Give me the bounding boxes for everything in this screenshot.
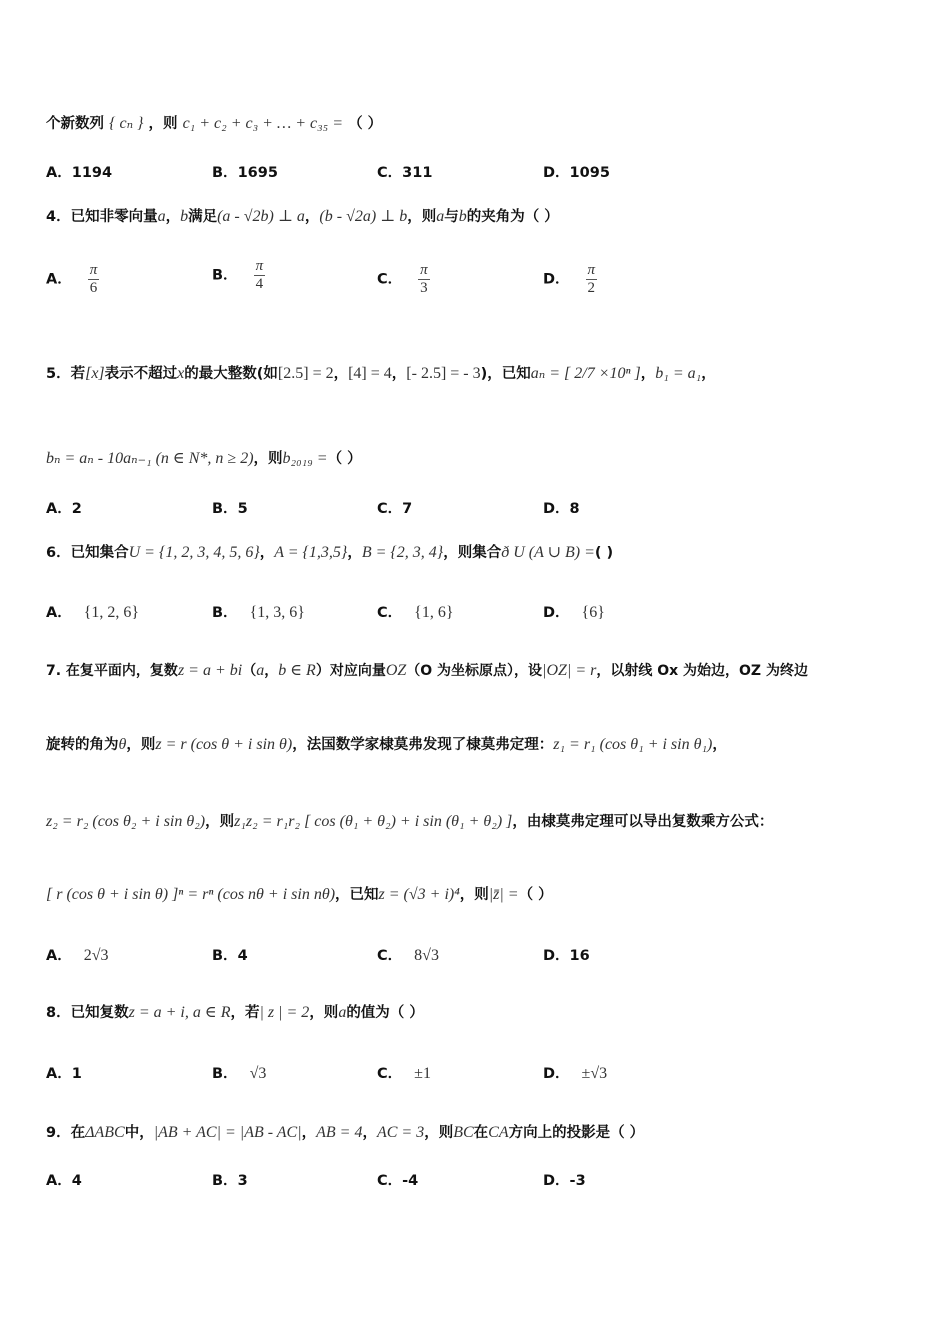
question-6 [46, 542, 613, 564]
text: π [89, 262, 98, 278]
option-a [46, 161, 112, 182]
text: ， [362, 1125, 377, 1141]
text: ð U (A ∪ B) = [501, 544, 595, 561]
text: 7. 在复平面内，复数 [46, 663, 178, 679]
text: CA [488, 1124, 509, 1141]
text: (a - √2b) ⊥ a [217, 208, 305, 225]
text: ）对应向量 [315, 663, 386, 679]
option-a [46, 944, 109, 965]
option-c [377, 1062, 431, 1083]
text: B． [212, 948, 238, 964]
text: 4 [237, 948, 248, 964]
text: 与 [444, 209, 459, 225]
text: b ∈ R [278, 662, 316, 679]
text: |AB + AC| = |AB - AC| [153, 1124, 302, 1141]
question-5-line-2 [46, 448, 362, 470]
text: ，则 [126, 737, 156, 753]
option-d [543, 944, 590, 965]
text: ，则 [253, 451, 283, 467]
text: 1695 [237, 165, 278, 181]
text: 满足 [188, 209, 218, 225]
text: 在 [473, 1125, 489, 1141]
text: ，若 [230, 1005, 260, 1021]
text: {6} [581, 604, 605, 621]
text: AC = 3 [376, 1124, 425, 1141]
text: B． [212, 1173, 238, 1189]
text: 4 [255, 276, 264, 292]
text: 5．若 [46, 366, 86, 382]
text: a [157, 208, 166, 225]
question-8 [46, 1002, 424, 1024]
text: b₂₀₁₉ = [282, 450, 328, 467]
option-c [377, 601, 454, 622]
option-c [377, 1169, 418, 1190]
text: ，以射线 Ox 为始边，OZ 为终边 [596, 663, 808, 679]
text: π [587, 262, 596, 278]
fraction [88, 262, 100, 297]
text: ， [640, 366, 656, 382]
q3-continuation [46, 113, 382, 135]
text: {1, 3, 6} [249, 604, 305, 621]
option-d [543, 262, 597, 297]
text: ， [165, 209, 181, 225]
text: B． [212, 605, 238, 621]
text: ， [712, 737, 727, 753]
option-b [212, 497, 248, 518]
text: [- 2.5] = - 3 [406, 365, 481, 382]
text: C． [377, 165, 403, 181]
option-b [212, 601, 305, 622]
text: 6 [89, 280, 98, 296]
text: b [180, 208, 189, 225]
option-d [543, 1062, 607, 1083]
option-c [377, 497, 412, 518]
text: ，则 [459, 887, 489, 903]
text: 2√3 [83, 947, 109, 964]
question-7-line-3 [46, 811, 773, 833]
text: OZ [385, 662, 407, 679]
text: D． [543, 271, 570, 288]
text: a [338, 1004, 347, 1021]
option-a [46, 497, 82, 518]
question-9 [46, 1122, 644, 1144]
formula-sequence-c: { cₙ } [109, 115, 144, 132]
text: 中， [124, 1125, 154, 1141]
text: ， [347, 545, 362, 561]
text: U = {1, 2, 3, 4, 5, 6} [128, 544, 260, 561]
text: （ ） [327, 451, 362, 467]
text: 4．已知非零向量 [46, 209, 158, 225]
text: (b - √2a) ⊥ b [319, 208, 408, 225]
text: B = {2, 3, 4} [361, 544, 444, 561]
text: 1194 [71, 165, 113, 181]
text: （ ） [518, 887, 553, 903]
question-4 [46, 206, 559, 228]
text: A． [46, 948, 72, 964]
text: C． [377, 1173, 403, 1189]
text: C． [377, 948, 403, 964]
text: BC [453, 1124, 474, 1141]
text: A． [46, 165, 72, 181]
text: B． [212, 1066, 238, 1082]
text: B． [212, 501, 238, 517]
text: ，则集合 [443, 545, 502, 561]
answer-paren: （ ） [348, 116, 383, 132]
text: 3 [237, 1173, 248, 1189]
text: z₂ = r₂ (cos θ₂ + i sin θ₂) [46, 813, 206, 830]
text: D． [543, 501, 570, 517]
text: -4 [402, 1173, 419, 1189]
text: |OZ| = r [542, 662, 597, 679]
text: -3 [569, 1173, 586, 1189]
text: [4] = 4 [348, 365, 392, 382]
text: 1 [71, 1066, 82, 1082]
fraction [586, 262, 598, 297]
text: A = {1,3,5} [274, 544, 348, 561]
text: 方向上的投影是（ ） [508, 1125, 645, 1141]
text: ， [304, 209, 320, 225]
text: b [458, 208, 467, 225]
text: A． [46, 271, 72, 288]
question-7-line-2 [46, 734, 727, 756]
text: ΔABC [85, 1124, 125, 1141]
text: z = a + i, a ∈ R [128, 1004, 231, 1021]
text: ，则 [205, 814, 235, 830]
text: 6．已知集合 [46, 545, 129, 561]
text: 8√3 [414, 947, 439, 964]
text: ， [264, 663, 279, 679]
text: 旋转的角为 [46, 737, 119, 753]
text: D． [543, 605, 570, 621]
option-b [212, 1062, 266, 1083]
text: B． [212, 267, 238, 284]
text: a [256, 662, 265, 679]
text: B． [212, 165, 238, 181]
text: 4 [71, 1173, 82, 1189]
text: ，则 [148, 116, 178, 132]
question-7-line-1 [46, 660, 808, 682]
text: [2.5] = 2 [277, 365, 334, 382]
text: a [436, 208, 445, 225]
text: AB = 4 [316, 1124, 363, 1141]
option-a [46, 1169, 82, 1190]
text: z₁z₂ = r₁r₂ [ cos (θ₁ + θ₂) + i sin (θ₁ + θ₂) ] [234, 813, 513, 830]
option-c [377, 161, 432, 182]
text: 8 [569, 501, 580, 517]
option-b [212, 1169, 248, 1190]
text: b₁ = a₁ [655, 365, 702, 382]
text: 个新数列 [46, 116, 104, 132]
option-d [543, 1169, 586, 1190]
text: D． [543, 165, 570, 181]
option-c [377, 262, 430, 297]
question-7-line-4 [46, 884, 553, 906]
text: 3 [420, 280, 428, 296]
text: 7 [402, 501, 413, 517]
text: 2 [587, 280, 596, 296]
option-a [46, 262, 99, 297]
text: ，由棣莫弗定理可以导出复数乘方公式： [512, 814, 774, 830]
text: 16 [569, 948, 590, 964]
option-c [377, 944, 439, 965]
text: ， [333, 366, 349, 382]
text: 的值为（ ） [346, 1005, 424, 1021]
text: ±√3 [581, 1065, 608, 1082]
text: ，已知 [335, 887, 379, 903]
text: bₙ = aₙ - 10aₙ₋₁ (n ∈ N*, n ≥ 2) [46, 450, 254, 467]
text: z₁ = r₁ (cos θ₁ + i sin θ₁) [553, 736, 713, 753]
text: ，则 [407, 209, 437, 225]
text: 9．在 [46, 1125, 86, 1141]
text: C． [377, 271, 403, 288]
text: C． [377, 605, 403, 621]
text: D． [543, 948, 570, 964]
text: )，已知 [480, 366, 531, 382]
text: 8．已知复数 [46, 1005, 129, 1021]
text: 的最大整数(如 [184, 366, 278, 382]
text: √3 [249, 1065, 267, 1082]
text: ，则 [309, 1005, 339, 1021]
text: π [420, 262, 428, 278]
fraction [418, 262, 430, 297]
text: [x] [85, 365, 105, 382]
text: {1, 2, 6} [83, 604, 140, 621]
fraction [254, 258, 266, 293]
text: 2 [71, 501, 82, 517]
text: z = r (cos θ + i sin θ) [155, 736, 293, 753]
option-a [46, 1062, 82, 1083]
text: x [177, 365, 185, 382]
text: A． [46, 501, 72, 517]
option-b [212, 161, 278, 182]
text: ( ) [594, 545, 614, 561]
text: A． [46, 1066, 72, 1082]
text: {1, 6} [414, 604, 454, 621]
option-b [212, 944, 248, 965]
text: ，则 [424, 1125, 454, 1141]
text: |z̄| = [488, 886, 519, 903]
text: θ [118, 736, 127, 753]
option-d [543, 601, 605, 622]
text: 1095 [569, 165, 610, 181]
text: A． [46, 605, 72, 621]
formula-sum: c₁ + c₂ + c₃ + … + c₃₅ = [182, 115, 344, 132]
text: D． [543, 1173, 570, 1189]
text: | z | = 2 [259, 1004, 310, 1021]
text: z = a + bi [177, 662, 243, 679]
text: D． [543, 1066, 570, 1082]
text: z = (√3 + i)⁴ [378, 886, 460, 903]
option-d [543, 497, 580, 518]
text: [ r (cos θ + i sin θ) ]ⁿ = rⁿ (cos nθ + i sin nθ) [46, 886, 336, 903]
text: 5 [237, 501, 248, 517]
question-5-line-1 [46, 363, 716, 385]
option-d [543, 161, 610, 182]
text: A． [46, 1173, 72, 1189]
option-b [212, 258, 265, 293]
text: ±1 [414, 1065, 431, 1082]
text: ， [301, 1125, 317, 1141]
text: π [255, 258, 264, 274]
text: 的夹角为（ ） [466, 209, 559, 225]
text: （O 为坐标原点），设 [406, 663, 543, 679]
text: 表示不超过 [104, 366, 178, 382]
text: 311 [402, 165, 433, 181]
option-a [46, 601, 139, 622]
text: aₙ = [ 2/7 ×10ⁿ ] [530, 365, 641, 382]
text: （ [242, 663, 257, 679]
text: ， [701, 366, 716, 382]
text: ， [391, 366, 407, 382]
text: C． [377, 501, 403, 517]
text: ，法国数学家棣莫弗发现了棣莫弗定理： [292, 737, 554, 753]
text: ， [259, 545, 275, 561]
text: C． [377, 1066, 403, 1082]
